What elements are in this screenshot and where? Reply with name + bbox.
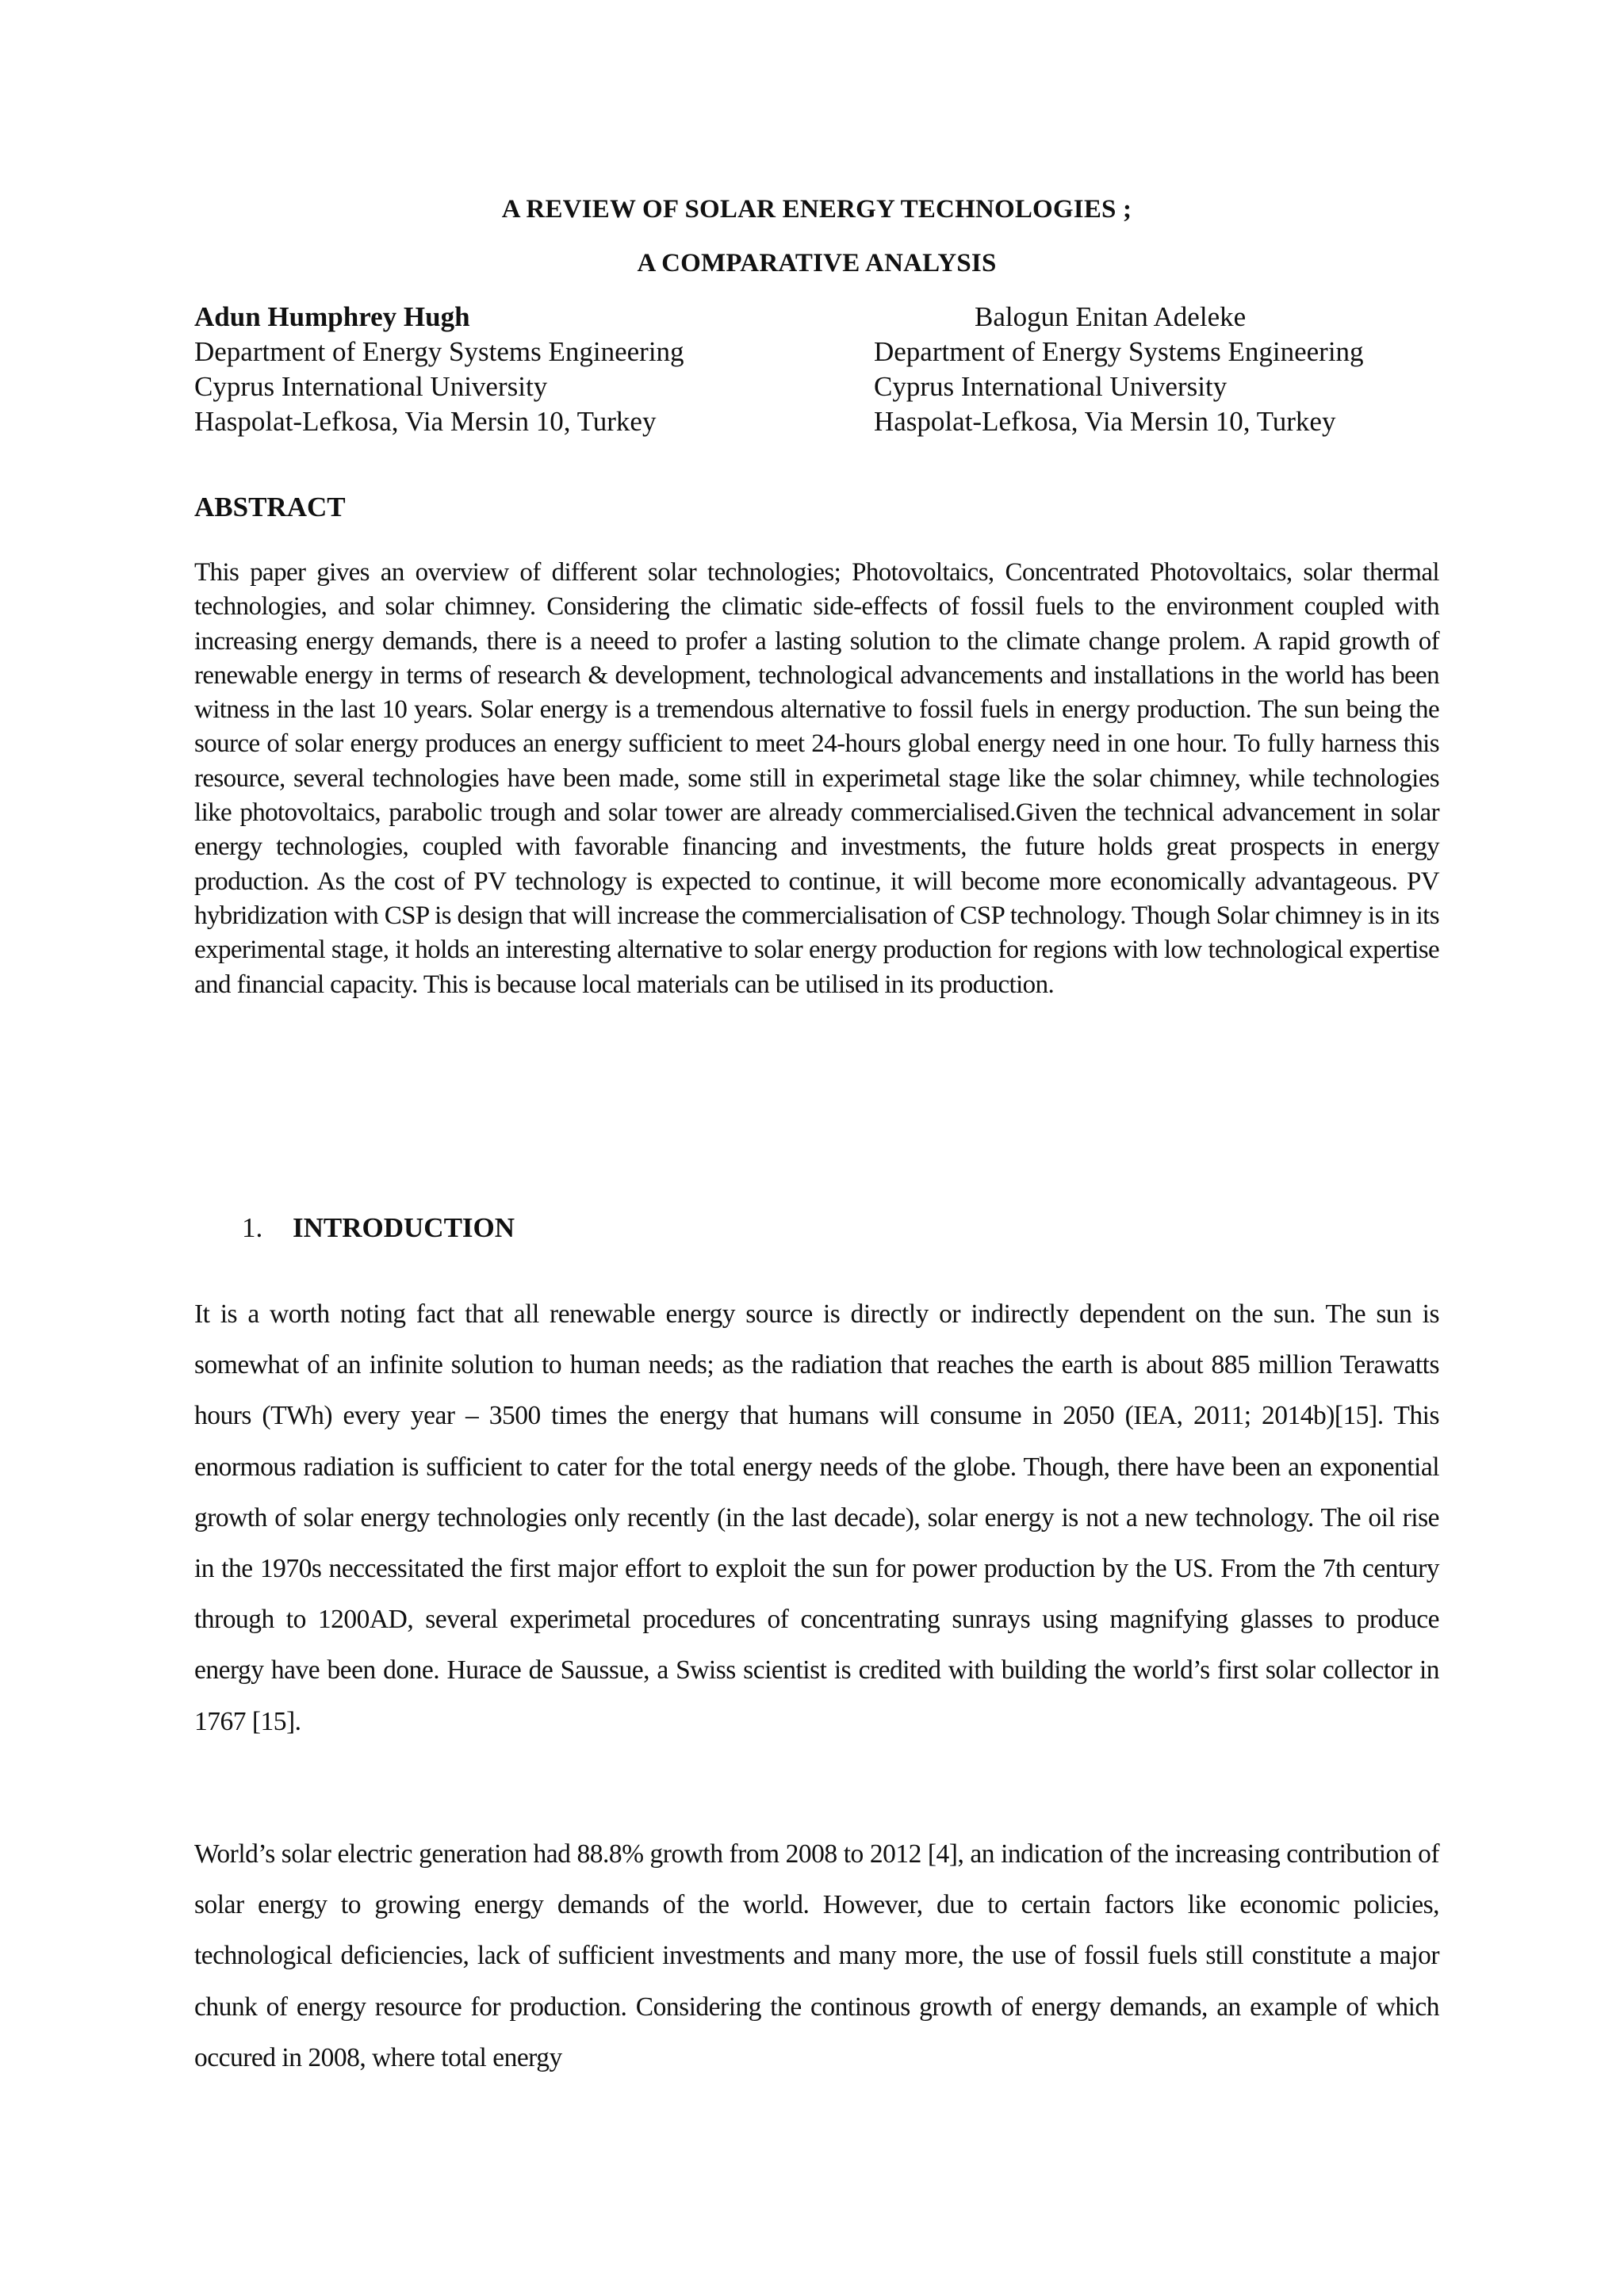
- author-first: [194, 300, 829, 439]
- author-department: Department of Energy Systems Engineering: [194, 336, 684, 367]
- author-address: Haspolat-Lefkosa, Via Mersin 10, Turkey: [874, 406, 1336, 437]
- section-heading-introduction: [242, 1212, 515, 1244]
- introduction-paragraph-2: World’s solar electric generation had 88.8% growth from 2008 to 2012 [4], an indication of the increasing contribution of solar energy to growing energy demands of the world. However, due to certain factors like economic policies, technological deficiencies, lack of sufficient investments and many more, the use of fossil fuels still constitute a major chunk of energy resource for production. Considering the continous growth of energy demands, an example of which occured in 2008, where total energy: [194, 1839, 1439, 2072]
- section-number: 1.: [242, 1212, 263, 1243]
- author-block: [194, 300, 1439, 442]
- abstract-heading: ABSTRACT: [194, 492, 346, 522]
- abstract-body: This paper gives an overview of different solar technologies; Photovoltaics, Concentrated Photovoltaics, solar thermal technologies, and solar chimney. Considering the climatic side-effects of fossil fuels to the environment coupled with increasing energy demands, there is a neeed to profer a lasting solution to the climate change prolem. A rapid growth of renewable energy in terms of research & development, technological advancements and installations in the world has been witness in the last 10 years. Solar energy is a tremendous alternative to fossil fuels in energy production. The sun being the source of solar energy produces an energy sufficient to meet 24-hours global energy need in one hour. To fully harness this resource, several technologies have been made, some still in experimetal stage like the solar chimney, while technologies like photovoltaics, parabolic trough and solar tower are already commercialised.Given the technical advancement in solar energy technologies, coupled with favorable financing and investments, the future holds great prospects in energy production. As the cost of PV technology is expected to continue, it will become more economically advantageous. PV hybridization with CSP is design that will increase the commercialisation of CSP technology. Though Solar chimney is in its experimental stage, it holds an interesting alternative to solar energy production for regions with low technological expertise and financial capacity. This is because local materials can be utilised in its production.: [194, 558, 1439, 999]
- author-name: Balogun Enitan Adeleke: [975, 301, 1247, 332]
- author-university: Cyprus International University: [194, 371, 548, 402]
- paper-title-line-1: A REVIEW OF SOLAR ENERGY TECHNOLOGIES ;: [501, 195, 1132, 224]
- author-address: Haspolat-Lefkosa, Via Mersin 10, Turkey: [194, 406, 657, 437]
- introduction-paragraph-1: It is a worth noting fact that all renewable energy source is directly or indirectly dependent on the sun. The sun is somewhat of an infinite solution to human needs; as the radiation that reaches the earth is about 885 million Terawatts hours (TWh) every year – 3500 times the energy that humans will consume in 2050 (IEA, 2011; 2014b)[15]. This enormous radiation is sufficient to cater for the total energy needs of the globe. Though, there have been an exponential growth of solar energy technologies only recently (in the last decade), solar energy is not a new technology. The oil rise in the 1970s neccessitated the first major effort to exploit the sun for power production by the US. From the 7th century through to 1200AD, several experimetal procedures of concentrating sunrays using magnifying glasses to produce energy have been done. Hurace de Saussue, a Swiss scientist is credited with building the world’s first solar collector in 1767 [15].: [194, 1299, 1439, 1736]
- paper-title-line-2: A COMPARATIVE ANALYSIS: [637, 249, 997, 277]
- section-title: INTRODUCTION: [293, 1212, 515, 1243]
- author-name: Adun Humphrey Hugh: [194, 301, 470, 332]
- author-department: Department of Energy Systems Engineering: [874, 336, 1364, 367]
- author-university: Cyprus International University: [874, 371, 1228, 402]
- author-second: [874, 300, 1439, 439]
